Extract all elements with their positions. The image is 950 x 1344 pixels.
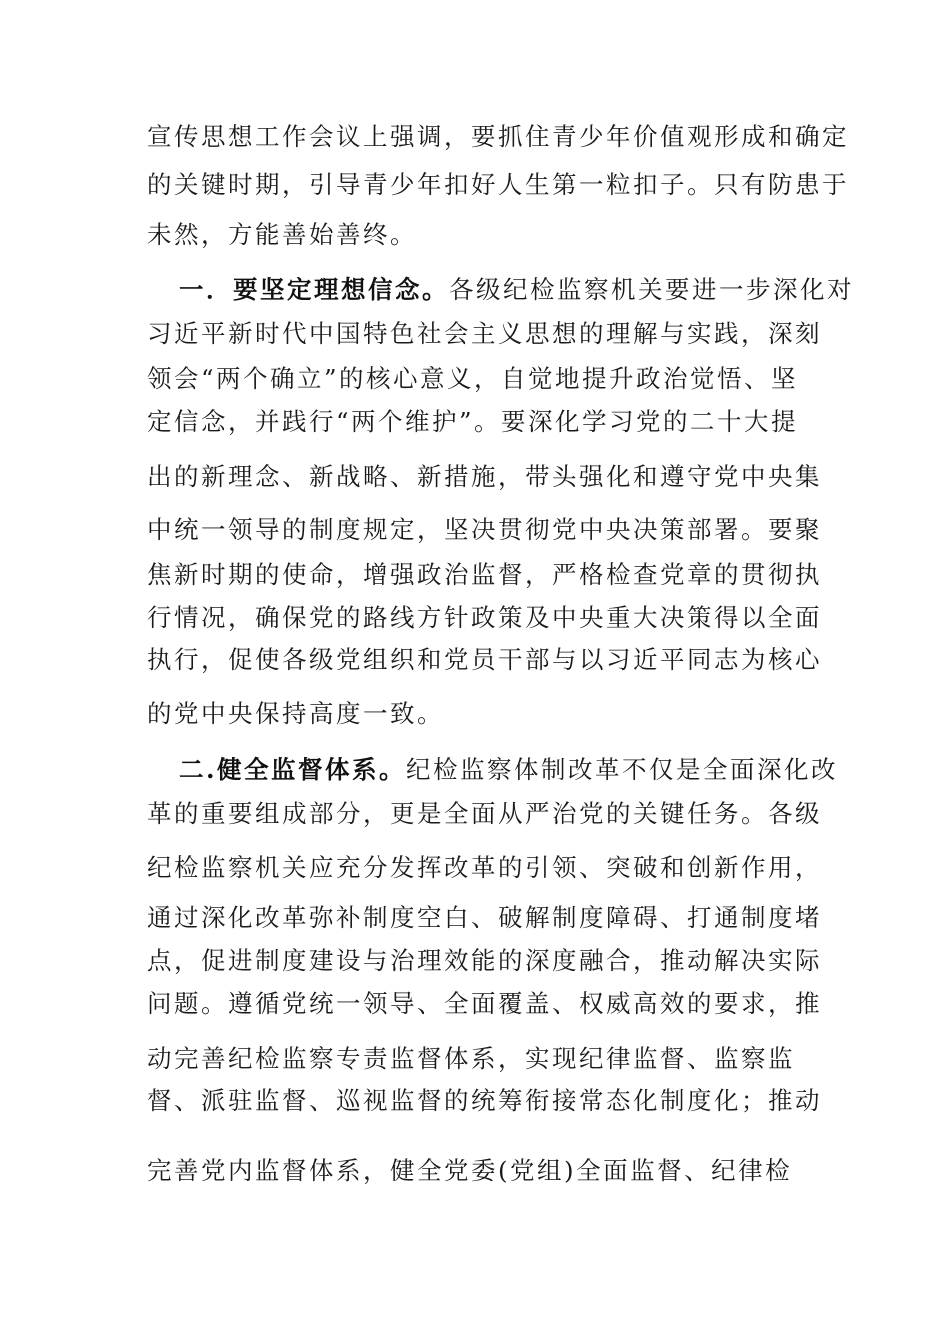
section1-line-10: 的党中央保持高度一致。 (147, 699, 444, 728)
section1-line-9: 执行，促使各级党组织和党员干部与以习近平同志为核心 (147, 645, 822, 674)
section1-heading: 一．要坚定理想信念。 (179, 275, 449, 304)
section2-line-6: 问题。遵循党统一领导、全面覆盖、权威高效的要求，推 (147, 989, 822, 1018)
intro-line-3: 未然，方能善始善终。 (147, 220, 417, 249)
section1-line-2: 习近平新时代中国特色社会主义思想的理解与实践，深刻 (147, 319, 822, 348)
section2-line-9: 完善党内监督体系，健全党委(党组)全面监督、纪律检 (147, 1156, 793, 1185)
section2-first-line (179, 755, 838, 785)
section1-line-5: 出的新理念、新战略、新措施，带头强化和遵守党中央集 (147, 462, 822, 491)
section1-line-8: 行情况，确保党的路线方针政策及中央重大决策得以全面 (147, 603, 822, 632)
section2-line-5: 点，促进制度建设与治理效能的深度融合，推动解决实际 (147, 946, 822, 975)
intro-line-1: 宣传思想工作会议上强调，要抓住青少年价值观形成和确定 (147, 122, 849, 151)
section2-line-4: 通过深化改革弥补制度空白、破解制度障碍、打通制度堵 (147, 903, 822, 932)
section1-line-4: 定信念，并践行“两个维护”。要深化学习党的二十大提 (147, 407, 799, 436)
section2-line-7: 动完善纪检监察专责监督体系，实现纪律监督、监察监 (147, 1044, 795, 1073)
section1-line-6: 中统一领导的制度规定，坚决贯彻党中央决策部署。要聚 (147, 515, 822, 544)
section2-line-8: 督、派驻监督、巡视监督的统筹衔接常态化制度化；推动 (147, 1086, 822, 1115)
section2-first-line-text: 纪检监察体制改革不仅是全面深化改 (406, 755, 839, 784)
section2-heading: 二.健全监督体系。 (179, 755, 407, 784)
section1-first-line (179, 275, 854, 305)
section2-line-2: 革的重要组成部分，更是全面从严治党的关键任务。各级 (147, 799, 822, 828)
intro-line-2: 的关键时期，引导青少年扣好人生第一粒扣子。只有防患于 (147, 170, 849, 199)
section2-line-3: 纪检监察机关应充分发挥改革的引领、突破和创新作用， (147, 853, 822, 882)
section1-line-3: 领会“两个确立”的核心意义，自觉地提升政治觉悟、坚 (147, 364, 799, 393)
section1-line-7: 焦新时期的使命，增强政治监督，严格检查党章的贯彻执 (147, 560, 822, 589)
section1-first-line-text: 各级纪检监察机关要进一步深化对 (449, 275, 854, 304)
